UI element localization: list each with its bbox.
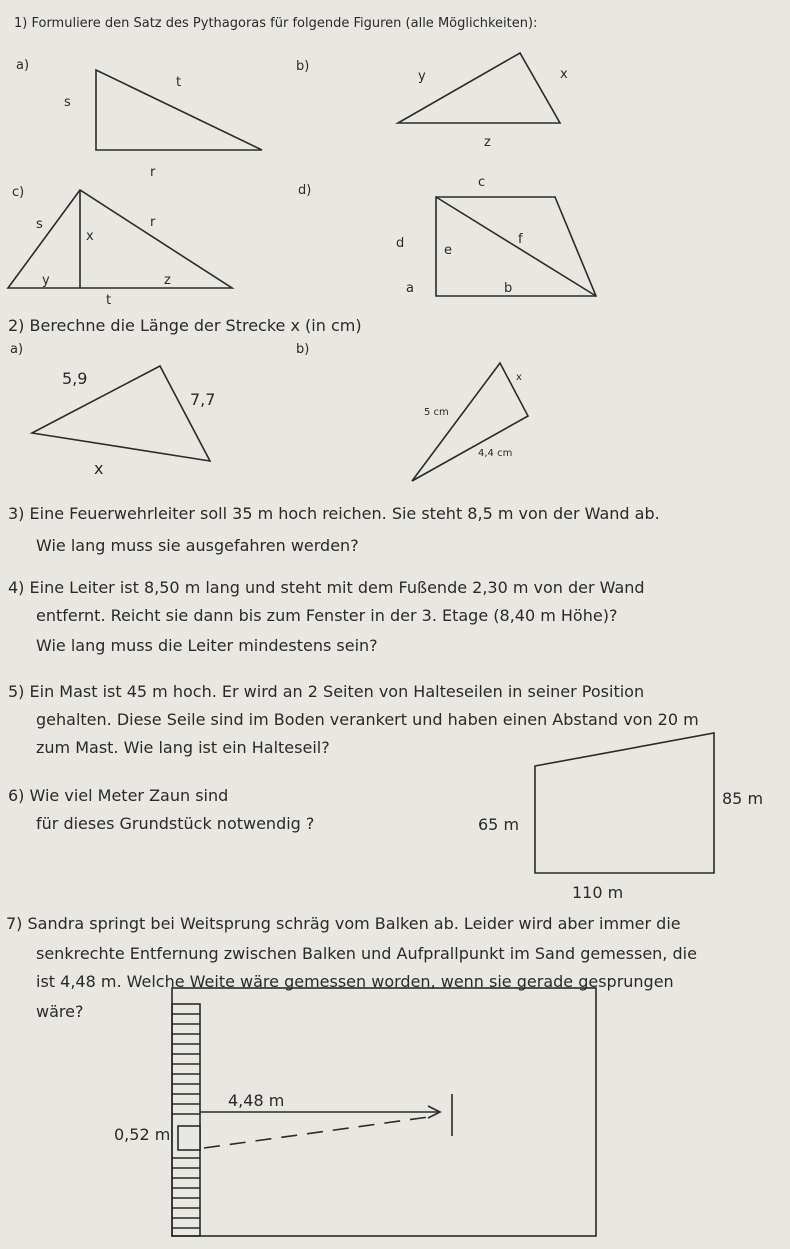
task1a-side-r: r xyxy=(150,165,156,180)
task7-line3: ist 4,48 m. Welche Weite wäre gemessen worden, wenn sie gerade gesprungen xyxy=(36,972,674,991)
task7-distance-label: 4,48 m xyxy=(228,1091,285,1110)
task2a-side-59: 5,9 xyxy=(62,369,88,388)
task1a-side-s: s xyxy=(64,95,71,110)
task1a-label: a) xyxy=(16,58,30,73)
task1c-side-y: y xyxy=(42,273,50,288)
task1c-side-z: z xyxy=(164,273,171,288)
task7-runway-stripes xyxy=(172,1014,200,1228)
task7-line4: wäre? xyxy=(36,1002,84,1021)
task2b-side-44cm: 4,4 cm xyxy=(478,448,513,459)
task2a-side-x: x xyxy=(94,459,104,478)
task1c-label: c) xyxy=(12,185,25,200)
task1d-side-d: d xyxy=(396,236,405,251)
task7-line1: 7) Sandra springt bei Weitsprung schräg vom Balken ab. Leider wird aber immer die xyxy=(6,914,681,933)
task2b-side-x: x xyxy=(516,372,522,383)
task1-heading: 1) Formuliere den Satz des Pythagoras für folgende Figuren (alle Möglichkeiten): xyxy=(14,16,538,31)
task1b-side-z: z xyxy=(484,135,491,150)
task1b-side-x: x xyxy=(560,67,568,82)
task1d-side-c: c xyxy=(478,175,486,190)
task7-line2: senkrechte Entfernung zwischen Balken und Aufprallpunkt im Sand gemessen, die xyxy=(36,944,697,963)
task6-line1: 6) Wie viel Meter Zaun sind xyxy=(8,786,229,805)
task1d-label: d) xyxy=(298,183,312,198)
task7-offset-label: 0,52 m xyxy=(114,1125,171,1144)
task5-line1: 5) Ein Mast ist 45 m hoch. Er wird an 2 Seiten von Halteseilen in seiner Position xyxy=(8,682,645,701)
task3-line1: 3) Eine Feuerwehrleiter soll 35 m hoch reichen. Sie steht 8,5 m von der Wand ab. xyxy=(8,504,660,523)
task1c-side-s: s xyxy=(36,217,43,232)
task6-side-110m: 110 m xyxy=(572,883,624,902)
task6-side-85m: 85 m xyxy=(722,789,764,808)
task1d-side-b: b xyxy=(504,281,513,296)
task7-runway xyxy=(172,1004,200,1236)
task1d-side-e: e xyxy=(444,243,452,258)
task3-line2: Wie lang muss sie ausgefahren werden? xyxy=(36,536,359,555)
task5-line2: gehalten. Diese Seile sind im Boden verankert und haben einen Abstand von 20 m xyxy=(36,710,699,729)
task1c-side-t: t xyxy=(106,293,112,308)
task1a-side-t: t xyxy=(176,75,182,90)
task1c-side-r: r xyxy=(150,215,156,230)
task2a-label: a) xyxy=(10,342,24,357)
task2b-side-5cm: 5 cm xyxy=(424,407,449,418)
task6-line2: für dieses Grundstück notwendig ? xyxy=(36,814,315,833)
task4-line1: 4) Eine Leiter ist 8,50 m lang und steht mit dem Fußende 2,30 m von der Wand xyxy=(8,578,645,597)
task5-line3: zum Mast. Wie lang ist ein Halteseil? xyxy=(36,738,330,757)
task4-line3: Wie lang muss die Leiter mindestens sein? xyxy=(36,636,378,655)
task1c-side-x: x xyxy=(86,229,94,244)
task2a-side-77: 7,7 xyxy=(190,390,216,409)
task7-jump-path xyxy=(204,1116,436,1148)
task1b-label: b) xyxy=(296,59,310,74)
task4-line2: entfernt. Reicht sie dann bis zum Fenster in der 3. Etage (8,40 m Höhe)? xyxy=(36,606,618,625)
task1d-side-f: f xyxy=(518,232,523,247)
task1d-side-a: a xyxy=(406,281,414,296)
task6-side-65m: 65 m xyxy=(478,815,520,834)
task2-heading: 2) Berechne die Länge der Strecke x (in cm) xyxy=(8,316,362,335)
task2b-label: b) xyxy=(296,342,310,357)
task1b-side-y: y xyxy=(418,69,426,84)
task7-takeoff-board xyxy=(178,1126,200,1150)
